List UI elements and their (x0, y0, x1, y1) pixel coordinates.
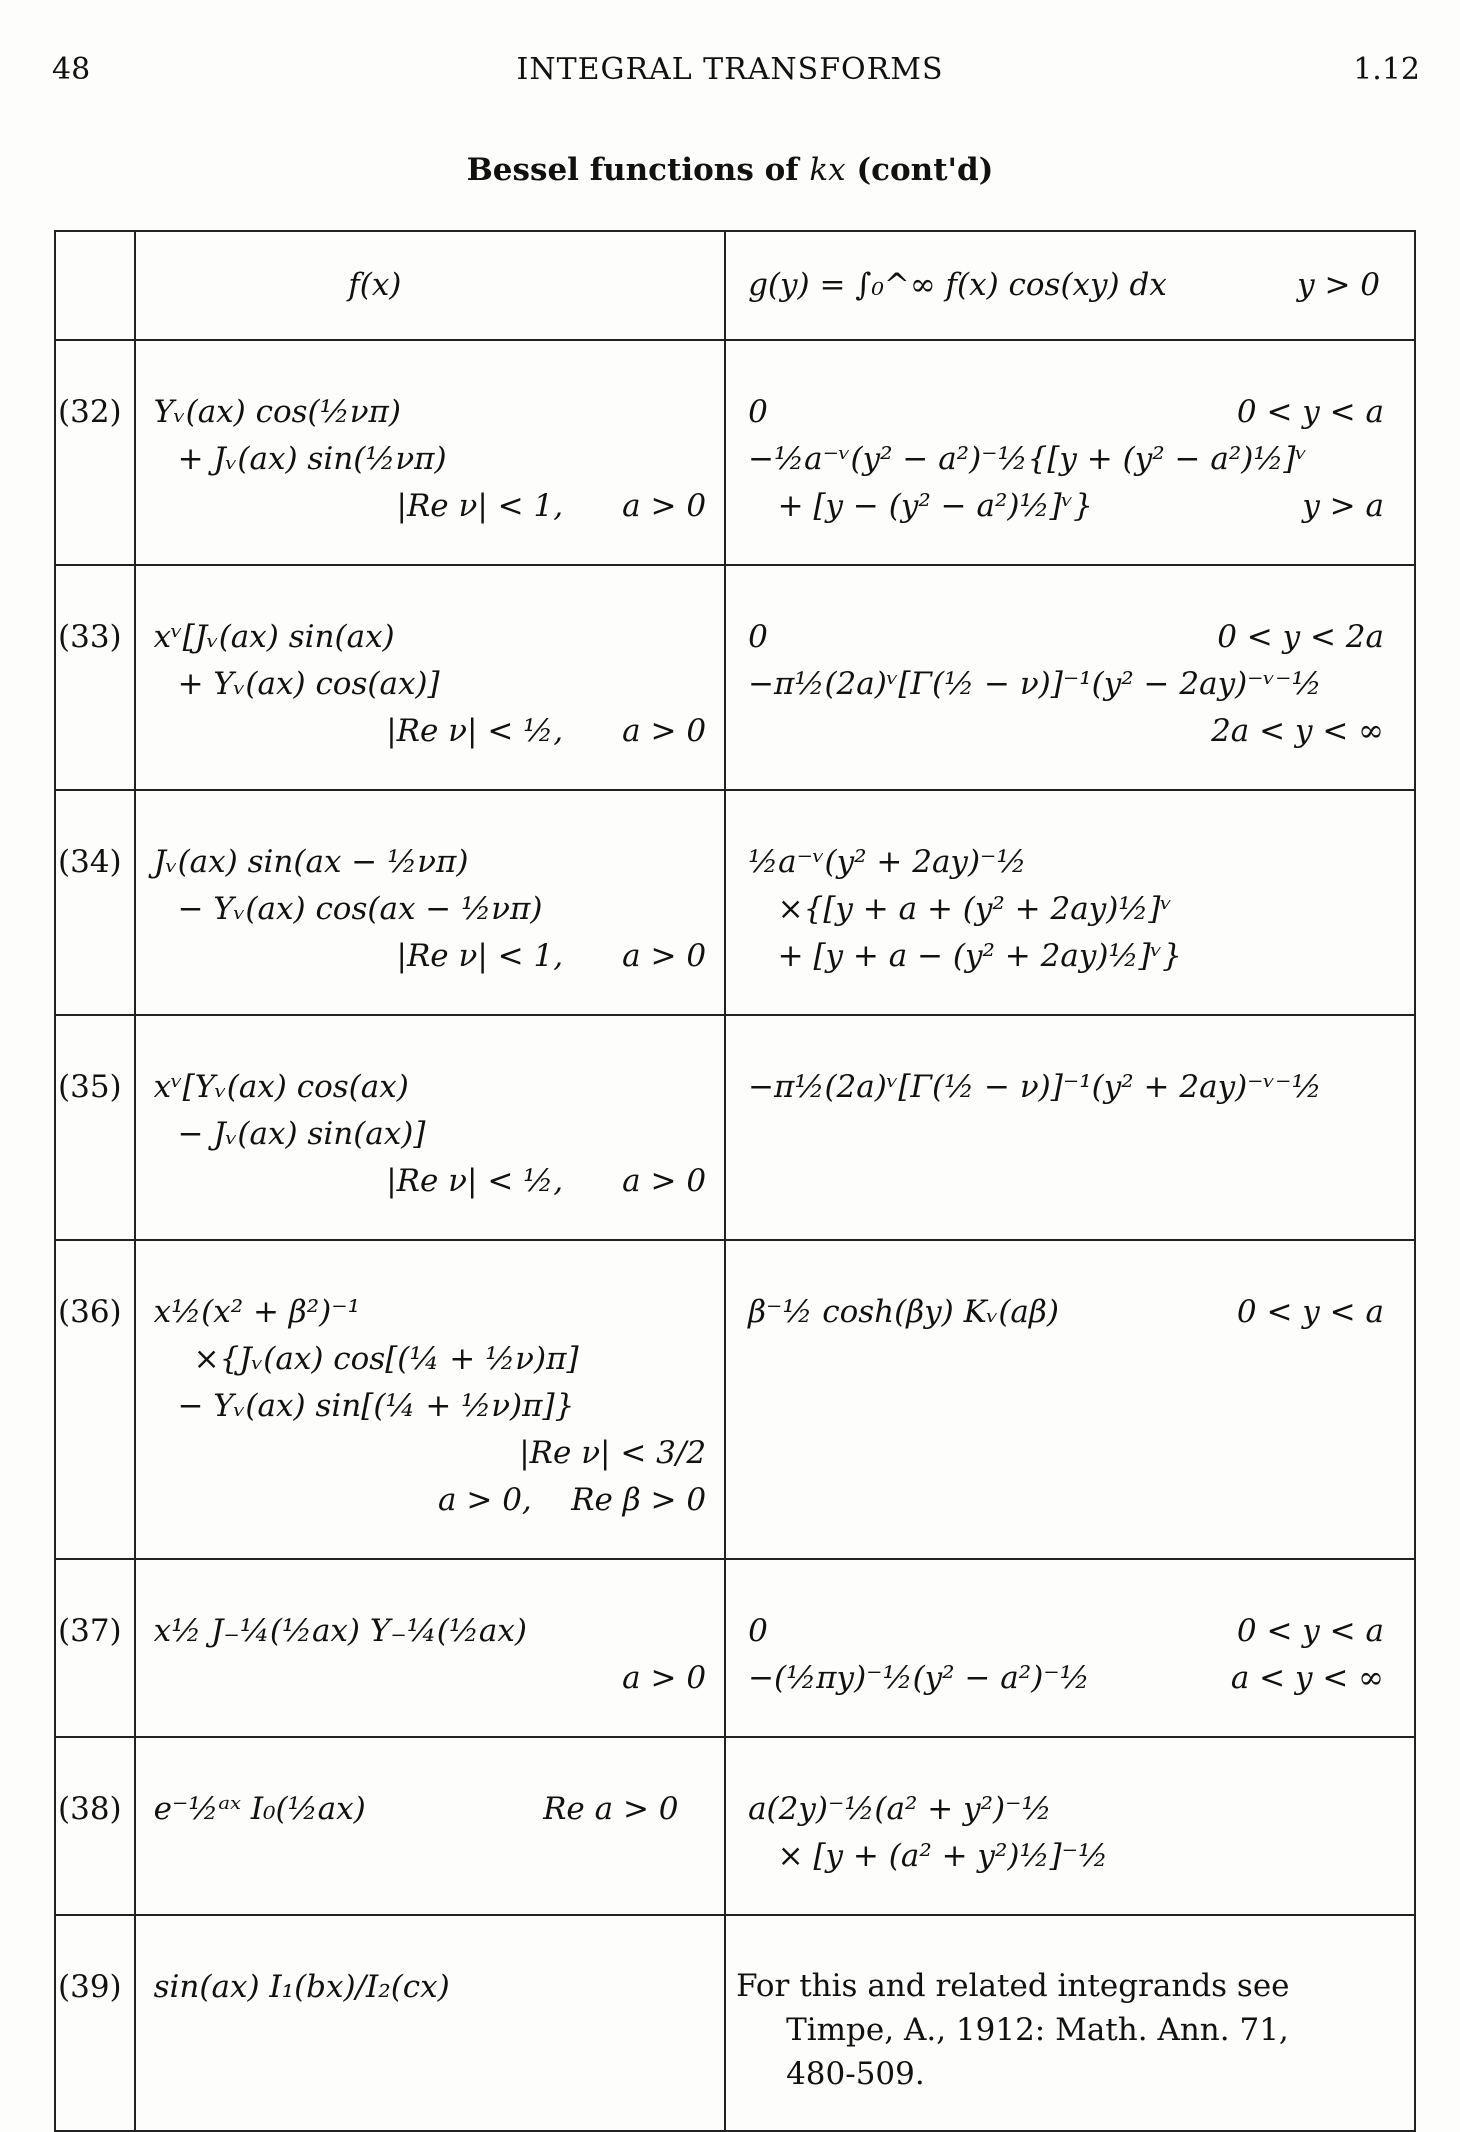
entry-number: (38) (58, 1791, 122, 1827)
g-reference (726, 1964, 1414, 2096)
f-line: Yᵥ(ax) cos(½νπ) (153, 394, 402, 430)
g-line (726, 1833, 1414, 1880)
reference-line: Timpe, A., 1912: Math. Ann. 71, (786, 2012, 1289, 2048)
table-subtitle (0, 152, 1460, 188)
table-row (55, 1559, 1415, 1737)
g-cell (725, 1559, 1415, 1737)
g-content (726, 1560, 1414, 1736)
entry-number: (32) (58, 394, 122, 430)
g-line (726, 661, 1414, 708)
f-condition: |Re ν| < 1, a > 0 (396, 488, 707, 524)
table-row (55, 1915, 1415, 2131)
g-line (726, 389, 1414, 436)
g-content (726, 1916, 1414, 2130)
f-line: x½ J₋¼(½ax) Y₋¼(½ax) (153, 1613, 527, 1649)
header-f-cell (135, 231, 725, 340)
entry-number: (34) (58, 844, 122, 880)
g-cell (725, 1015, 1415, 1240)
entry-number-cell (55, 340, 135, 565)
entry-number: (39) (58, 1969, 122, 2005)
g-cell (725, 790, 1415, 1015)
f-line: ×{Jᵥ(ax) cos[(¼ + ½ν)π] (193, 1341, 579, 1377)
f-content (136, 1560, 724, 1736)
table-header-row (55, 231, 1415, 340)
header-g-condition: y > 0 (1297, 267, 1380, 303)
page-header (0, 0, 1460, 120)
f-cell (135, 1915, 725, 2131)
f-cell (135, 1737, 725, 1915)
f-content (136, 1738, 724, 1867)
running-title: INTEGRAL TRANSFORMS (516, 52, 944, 87)
table-row (55, 340, 1415, 565)
subtitle-prefix: Bessel functions of (466, 152, 810, 188)
f-line: sin(ax) I₁(bx)/I₂(cx) (153, 1969, 450, 2005)
f-line: + Yᵥ(ax) cos(ax)] (177, 666, 440, 702)
entry-number: (36) (58, 1294, 122, 1330)
f-content (136, 1916, 724, 2045)
g-content (726, 1738, 1414, 1914)
subtitle-suffix: (cont'd) (845, 152, 994, 188)
entry-number: (33) (58, 619, 122, 655)
table-row (55, 1240, 1415, 1559)
g-expression: ½a⁻ᵛ(y² + 2ay)⁻½ (748, 844, 1027, 880)
g-expression: × [y + (a² + y²)½]⁻½ (748, 1838, 1109, 1874)
f-cell (135, 340, 725, 565)
reference-line: 480-509. (786, 2056, 925, 2092)
g-expression: β⁻½ cosh(βy) Kᵥ(aβ) (748, 1294, 1059, 1330)
g-line (726, 839, 1414, 886)
f-condition: |Re ν| < 3/2 (519, 1435, 707, 1471)
f-line: e⁻½ᵃˣ I₀(½ax) Re a > 0 (153, 1791, 679, 1827)
g-expression: + [y − (y² − a²)½]ᵛ} (748, 488, 1093, 524)
g-content (726, 566, 1414, 789)
f-content (136, 1016, 724, 1239)
entry-number-cell (55, 1737, 135, 1915)
g-content (726, 791, 1414, 1014)
g-cell (725, 1737, 1415, 1915)
g-condition: 0 < y < a (1236, 1613, 1384, 1649)
entry-number-cell (55, 565, 135, 790)
g-expression: 0 (748, 394, 768, 430)
f-condition: |Re ν| < ½, a > 0 (386, 713, 707, 749)
reference-line: For this and related integrands see (736, 1968, 1290, 2004)
g-condition: 0 < y < a (1236, 394, 1384, 430)
g-expression: 0 (748, 1613, 768, 1649)
f-line: − Jᵥ(ax) sin(ax)] (177, 1116, 426, 1152)
f-content (136, 791, 724, 1014)
section-number: 1.12 (1353, 52, 1420, 87)
entry-number-cell (55, 1015, 135, 1240)
f-line: Jᵥ(ax) sin(ax − ½νπ) (153, 844, 469, 880)
f-cell (135, 565, 725, 790)
f-line: xᵛ[Yᵥ(ax) cos(ax) (153, 1069, 409, 1105)
table-row (55, 565, 1415, 790)
g-expression: −(½πy)⁻½(y² − a²)⁻½ (748, 1660, 1090, 1696)
g-line (726, 1064, 1414, 1111)
g-line (726, 436, 1414, 483)
g-condition: a < y < ∞ (1230, 1660, 1384, 1696)
f-content (136, 1241, 724, 1558)
g-cell (725, 1915, 1415, 2131)
f-content (136, 566, 724, 789)
f-cell (135, 1559, 725, 1737)
table-row (55, 790, 1415, 1015)
f-condition: a > 0 (622, 1660, 707, 1696)
header-g-label: g(y) = ∫₀^∞ f(x) cos(xy) dx (748, 267, 1167, 303)
g-line (726, 1786, 1414, 1833)
g-cell (725, 340, 1415, 565)
f-line: + Jᵥ(ax) sin(½νπ) (177, 441, 447, 477)
header-num-cell (55, 231, 135, 340)
header-f-label: f(x) (348, 267, 402, 303)
f-line: x½(x² + β²)⁻¹ (153, 1294, 361, 1330)
g-content (726, 1241, 1414, 1370)
g-expression: 0 (748, 619, 768, 655)
table-row (55, 1737, 1415, 1915)
g-line (726, 933, 1414, 980)
g-expression: −π½(2a)ᵛ[Γ(½ − ν)]⁻¹(y² + 2ay)⁻ᵛ⁻½ (748, 1069, 1322, 1105)
f-line: − Yᵥ(ax) sin[(¼ + ½ν)π]} (177, 1388, 575, 1424)
g-line (726, 1289, 1414, 1336)
entry-number-cell (55, 1240, 135, 1559)
g-line (726, 483, 1414, 530)
entry-number-cell (55, 790, 135, 1015)
g-line (726, 886, 1414, 933)
g-condition: 0 < y < 2a (1217, 619, 1384, 655)
entry-number-cell (55, 1915, 135, 2131)
header-g-cell (725, 231, 1415, 340)
g-condition: 2a < y < ∞ (1211, 713, 1384, 749)
header-g (726, 262, 1414, 309)
entry-number: (35) (58, 1069, 122, 1105)
entry-number: (37) (58, 1613, 122, 1649)
entry-number-cell (55, 1559, 135, 1737)
f-cell (135, 1240, 725, 1559)
g-cell (725, 565, 1415, 790)
g-cell (725, 1240, 1415, 1559)
page-number: 48 (52, 52, 91, 87)
f-line: − Yᵥ(ax) cos(ax − ½νπ) (177, 891, 543, 927)
g-line (726, 1655, 1414, 1702)
transform-table (54, 230, 1416, 2132)
table-row (55, 1015, 1415, 1240)
g-line (726, 708, 1414, 755)
g-expression: a(2y)⁻½(a² + y²)⁻½ (748, 1791, 1052, 1827)
g-line (726, 614, 1414, 661)
g-expression: + [y + a − (y² + 2ay)½]ᵛ} (748, 938, 1182, 974)
g-line (726, 1608, 1414, 1655)
g-condition: y > a (1302, 488, 1384, 524)
f-line: xᵛ[Jᵥ(ax) sin(ax) (153, 619, 395, 655)
f-condition: a > 0, Re β > 0 (438, 1482, 707, 1518)
g-expression: −π½(2a)ᵛ[Γ(½ − ν)]⁻¹(y² − 2ay)⁻ᵛ⁻½ (748, 666, 1322, 702)
f-content (136, 341, 724, 564)
f-cell (135, 790, 725, 1015)
g-condition: 0 < y < a (1236, 1294, 1384, 1330)
subtitle-var: kx (809, 152, 846, 188)
g-expression: ×{[y + a + (y² + 2ay)½]ᵛ (748, 891, 1172, 927)
g-content (726, 1016, 1414, 1145)
f-condition: |Re ν| < 1, a > 0 (396, 938, 707, 974)
f-condition: |Re ν| < ½, a > 0 (386, 1163, 707, 1199)
g-expression: −½a⁻ᵛ(y² − a²)⁻½{[y + (y² − a²)½]ᵛ (748, 441, 1308, 477)
f-cell (135, 1015, 725, 1240)
g-content (726, 341, 1414, 564)
